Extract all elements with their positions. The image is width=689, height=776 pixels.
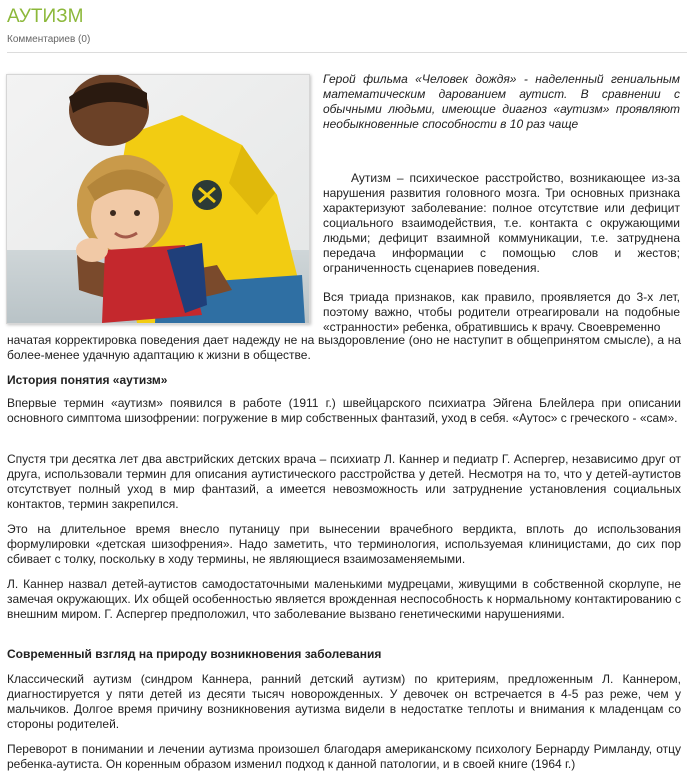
heading-history: История понятия «аутизм» (7, 373, 168, 387)
paragraph-confusion: Это на длительное время внесло путаницу при вынесении врачебного вердикта, вплоть до использования формулировки «детская шизофрения». Надо заметить, что терминология, используемая клиницистами, до сих пор сбивает с толку, поскольку в ходу термины, не являющиеся взаимозаменяемыми. (7, 522, 681, 566)
comments-link[interactable]: Комментариев (0) (7, 34, 91, 45)
paragraph-classic-autism: Классический аутизм (синдром Каннера, ранний детский аутизм) по критериям, предложенным Л. Каннером, диагностируется у пяти детей из десяти тысяч новорожденных. У девочек он встречается в 4-5 раз реже, чем у мальчиков. Долгое время причину возникновения аутизма видели в недостатке теплоты и внимания к младенцам со стороны родителей. (7, 672, 681, 731)
paragraph-rimland: Переворот в понимании и лечении аутизма произошел благодаря американскому психологу Бернарду Римланду, отцу ребенка-аутиста. Он коренным образом изменил подход к данной патологии, и в своей книге (1964 г.) (7, 742, 681, 771)
article-photo (6, 74, 310, 324)
heading-modern-view: Современный взгляд на природу возникновения заболевания (7, 647, 382, 661)
paragraph-definition: Аутизм – психическое расстройство, возникающее из-за нарушения развития головного мозга. Три основных признака характеризуют заболевание: полное отсутствие или дефицит социального взаимодействия, т.е. контакта с окружающими людьми; дефицит взаимной коммуникации, т.е. затруднена передача информации с помощью слов и жестов; ограниченность сценариев поведения. (323, 171, 680, 275)
paragraph-triad-top: Вся триада признаков, как правило, проявляется до 3-х лет, поэтому важно, чтобы родители отреагировали на подобные «странности» ребенка, обратившись к врачу. Своевременно (323, 290, 680, 334)
paragraph-kanner-asperger: Спустя три десятка лет два австрийских детских врача – психиатр Л. Каннер и педиатр Г. Аспергер, независимо друг от друга, использовали термин для описания аутистического расстройства у детей. Несмотря на то, что у детей-аутистов отсутствует полный уход в мир фантазий, а имеется невозможность или затруднение установления социальных контактов, термин закрепился. (7, 452, 681, 511)
paragraph-little-sages: Л. Каннер назвал детей-аутистов самодостаточными маленькими мудрецами, живущими в собственной скорлупе, не замечая окружающих. Их общей особенностью является врожденная неспособность к нормальному контактированию с внешним миром. Г. Аспергер предположил, что заболевание вызвано генетическими нарушениями. (7, 577, 681, 621)
photo-man-and-child (7, 75, 309, 323)
lead-caption: Герой фильма «Человек дождя» - наделенный гениальным математическим дарованием аутист. В сравнении с обычными людьми, имеющие диагноз «аутизм» проявляют необыкновенные способности в 10 раз чаще (323, 72, 680, 131)
paragraph-triad-bottom: начатая корректировка поведения дает надежду не на выздоровление (оно не наступит в общепринятом смысле), а на более-менее удачную адаптацию к жизни в обществе. (7, 333, 681, 362)
page-title: АУТИЗМ (7, 6, 84, 27)
paragraph-bleuler: Впервые термин «аутизм» появился в работе (1911 г.) швейцарского психиатра Эйгена Блейлера при описании основного симптома шизофрении: погружение в мир собственных фантазий, уход в себя. «Аутос» с греческого - «сам». (7, 396, 681, 425)
title-divider (7, 52, 687, 53)
